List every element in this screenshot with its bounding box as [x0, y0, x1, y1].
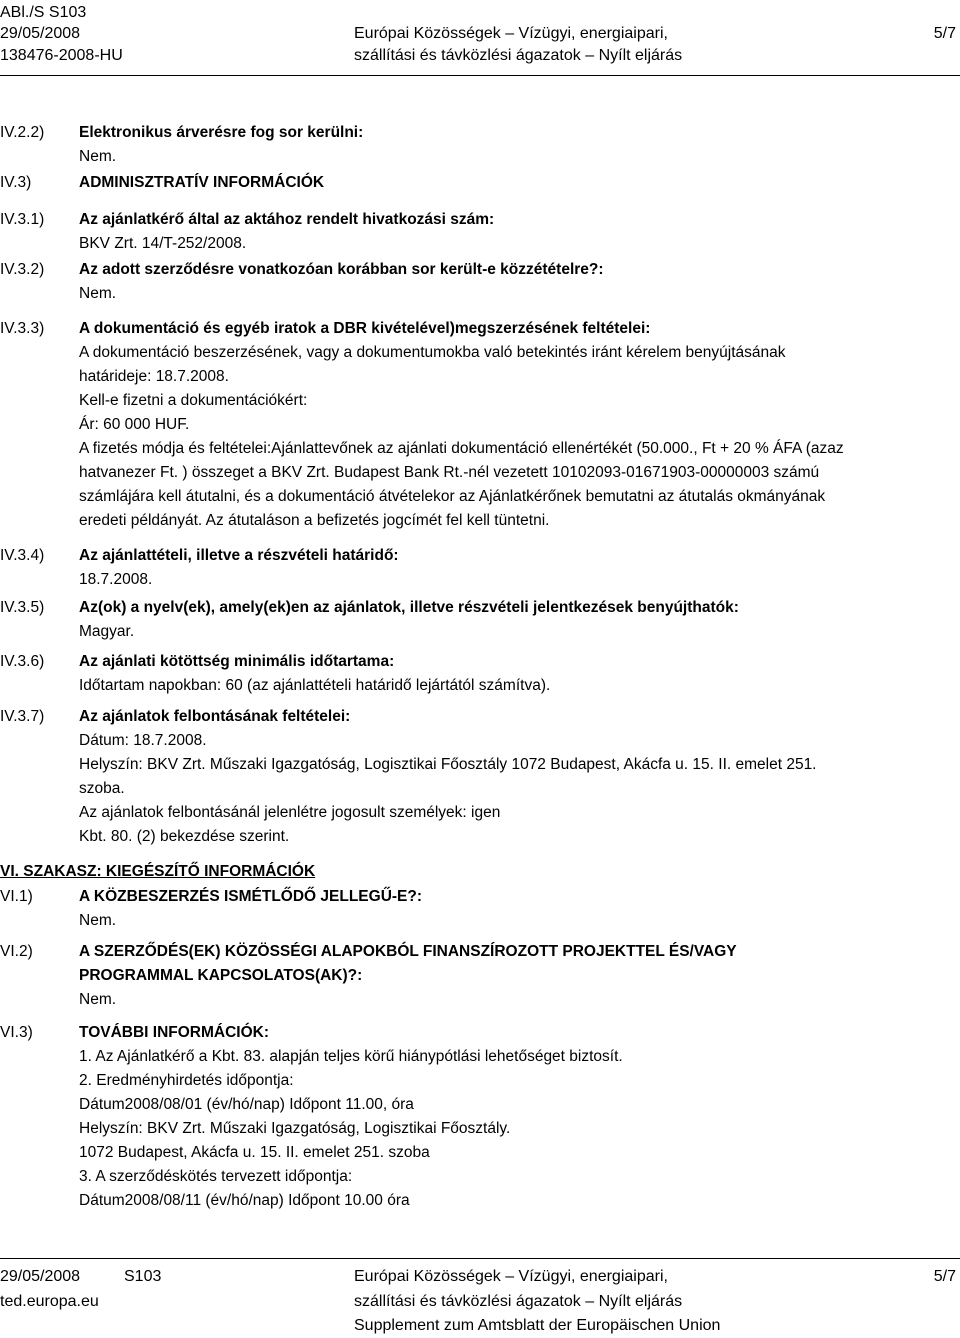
section-text-line: Dátum: 18.7.2008.	[79, 732, 207, 749]
footer-title-line2: szállítási és távközlési ágazatok – Nyílt eljárás	[354, 1293, 683, 1310]
iv-section-body	[79, 596, 957, 644]
footer-supplement: Supplement zum Amtsblatt der Europäischen Union	[354, 1317, 721, 1334]
section-title: Az adott szerződésre vonatkozóan korábban sor került-e közzétételre?:	[79, 261, 604, 278]
section-text-line: Nem.	[79, 991, 117, 1008]
iv-section-number: IV.3.7)	[0, 708, 45, 725]
iv-section-number: IV.3.2)	[0, 261, 45, 278]
vi-section-body	[79, 940, 957, 1012]
iv-section-body	[79, 650, 957, 698]
section-text-line: Ár: 60 000 HUF.	[79, 416, 190, 433]
section-text-line: Dátum2008/08/01 (év/hó/nap) Időpont 11.00, óra	[79, 1096, 414, 1113]
section-title: Az ajánlatok felbontásának feltételei:	[79, 708, 351, 725]
section-text-line: Időtartam napokban: 60 (az ajánlattételi határidő lejártától számítva).	[79, 677, 551, 694]
iv-section-number: IV.3)	[0, 174, 32, 191]
section-title: PROGRAMMAL KAPCSOLATOS(AK)?:	[79, 967, 363, 984]
footer-title-line1: Európai Közösségek – Vízügyi, energiaipari,	[354, 1268, 668, 1285]
section-text-line: Dátum2008/08/11 (év/hó/nap) Időpont 10.00 óra	[79, 1192, 410, 1209]
section-text-line: Az ajánlatok felbontásánál jelenlétre jogosult személyek: igen	[79, 804, 501, 821]
section-title: Az(ok) a nyelv(ek), amely(ek)en az ajánlatok, illetve részvételi jelentkezések benyújthatók:	[79, 599, 739, 616]
section-text-line: 1. Az Ajánlatkérő a Kbt. 83. alapján teljes körű hiánypótlási lehetőséget biztosít.	[79, 1048, 623, 1065]
header-rule	[0, 75, 960, 76]
iv-section-number: IV.3.1)	[0, 211, 45, 228]
header-notice-id: 138476-2008-HU	[0, 47, 123, 64]
iv-section-number: IV.3.5)	[0, 599, 45, 616]
vi-section-number: VI.3)	[0, 1024, 33, 1041]
iv-section-body	[79, 317, 957, 533]
section-text-line: számlájára kell átutalni, és a dokumentáció átvételekor az Ajánlatkérőnek bemutatni az átutalás okmányának	[79, 488, 826, 505]
section-text-line: Kell-e fizetni a dokumentációkért:	[79, 392, 308, 409]
section-text-line: eredeti példányát. Az átutaláson a befizetés jogcímét fel kell tüntetni.	[79, 512, 550, 529]
section-text-line: szoba.	[79, 780, 125, 797]
section-title: A dokumentáció és egyéb iratok a DBR kivételével)megszerzésének feltételei:	[79, 320, 651, 337]
footer-rule	[0, 1258, 960, 1259]
footer-page-number: 5/7	[933, 1268, 956, 1285]
iv-section-body	[79, 544, 957, 592]
iv-section-body	[79, 208, 957, 256]
section-text-line: Kbt. 80. (2) bekezdése szerint.	[79, 828, 290, 845]
section-text-line: Nem.	[79, 148, 117, 165]
footer-series: S103	[124, 1268, 162, 1285]
section-text-line: határideje: 18.7.2008.	[79, 368, 229, 385]
vi-section-body	[79, 885, 957, 933]
section-text-line: 2. Eredményhirdetés időpontja:	[79, 1072, 294, 1089]
header-title-line2: szállítási és távközlési ágazatok – Nyílt eljárás	[354, 47, 683, 64]
header-date: 29/05/2008	[0, 25, 81, 42]
iv-section-number: IV.2.2)	[0, 124, 45, 141]
section-text-line: 18.7.2008.	[79, 571, 153, 588]
vi-section-number: VI.2)	[0, 943, 33, 960]
vi-section-number: VI.1)	[0, 888, 33, 905]
header-title-line1: Európai Közösségek – Vízügyi, energiaipari,	[354, 25, 668, 42]
footer-site: ted.europa.eu	[0, 1293, 99, 1310]
section-text-line: A fizetés módja és feltételei:Ajánlattevőnek az ajánlati dokumentáció ellenértékét (50.000., Ft + 20 % ÁFA (azaz	[79, 440, 844, 457]
iv-section-body	[79, 258, 957, 306]
iv-section-body	[79, 121, 957, 169]
section-text-line: Helyszín: BKV Zrt. Műszaki Igazgatóság, Logisztikai Főosztály 1072 Budapest, Akácfa u. 15. II. emelet 251.	[79, 756, 817, 773]
section-text-line: Helyszín: BKV Zrt. Műszaki Igazgatóság, Logisztikai Főosztály.	[79, 1120, 511, 1137]
header-page-number: 5/7	[933, 25, 956, 42]
iv-section-body	[79, 705, 957, 849]
footer-date: 29/05/2008	[0, 1268, 81, 1285]
section-text-line: Nem.	[79, 285, 117, 302]
section-text-line: Magyar.	[79, 623, 135, 640]
section-title: Az ajánlatkérő által az aktához rendelt hivatkozási szám:	[79, 211, 495, 228]
section-title: ADMINISZTRATÍV INFORMÁCIÓK	[79, 174, 325, 191]
section-title: A KÖZBESZERZÉS ISMÉTLŐDŐ JELLEGŰ-E?:	[79, 888, 423, 905]
section-text-line: 1072 Budapest, Akácfa u. 15. II. emelet 251. szoba	[79, 1144, 430, 1161]
section-text-line: BKV Zrt. 14/T-252/2008.	[79, 235, 247, 252]
section-text-line: Nem.	[79, 912, 117, 929]
section-text-line: A dokumentáció beszerzésének, vagy a dokumentumokba való betekintés iránt kérelem benyújtásának	[79, 344, 786, 361]
header-journal-ref: ABl./S S103	[0, 4, 87, 21]
section-text-line: 3. A szerződéskötés tervezett időpontja:	[79, 1168, 353, 1185]
iv-section-number: IV.3.4)	[0, 547, 45, 564]
iv-section-number: IV.3.6)	[0, 653, 45, 670]
section-title: Az ajánlattételi, illetve a részvételi határidő:	[79, 547, 399, 564]
section-title: Az ajánlati kötöttség minimális időtartama:	[79, 653, 395, 670]
section-title: A SZERZŐDÉS(EK) KÖZÖSSÉGI ALAPOKBÓL FINANSZÍROZOTT PROJEKTTEL ÉS/VAGY	[79, 943, 737, 960]
iv-section-body	[79, 171, 957, 195]
vi-section-body	[79, 1021, 957, 1213]
section-title: TOVÁBBI INFORMÁCIÓK:	[79, 1024, 270, 1041]
section-vi-heading: VI. SZAKASZ: KIEGÉSZÍTŐ INFORMÁCIÓK	[0, 863, 316, 880]
iv-section-number: IV.3.3)	[0, 320, 45, 337]
section-text-line: hatvanezer Ft. ) összeget a BKV Zrt. Budapest Bank Rt.-nél vezetett 10102093-01671903-00000003 számú	[79, 464, 820, 481]
section-title: Elektronikus árverésre fog sor kerülni:	[79, 124, 364, 141]
